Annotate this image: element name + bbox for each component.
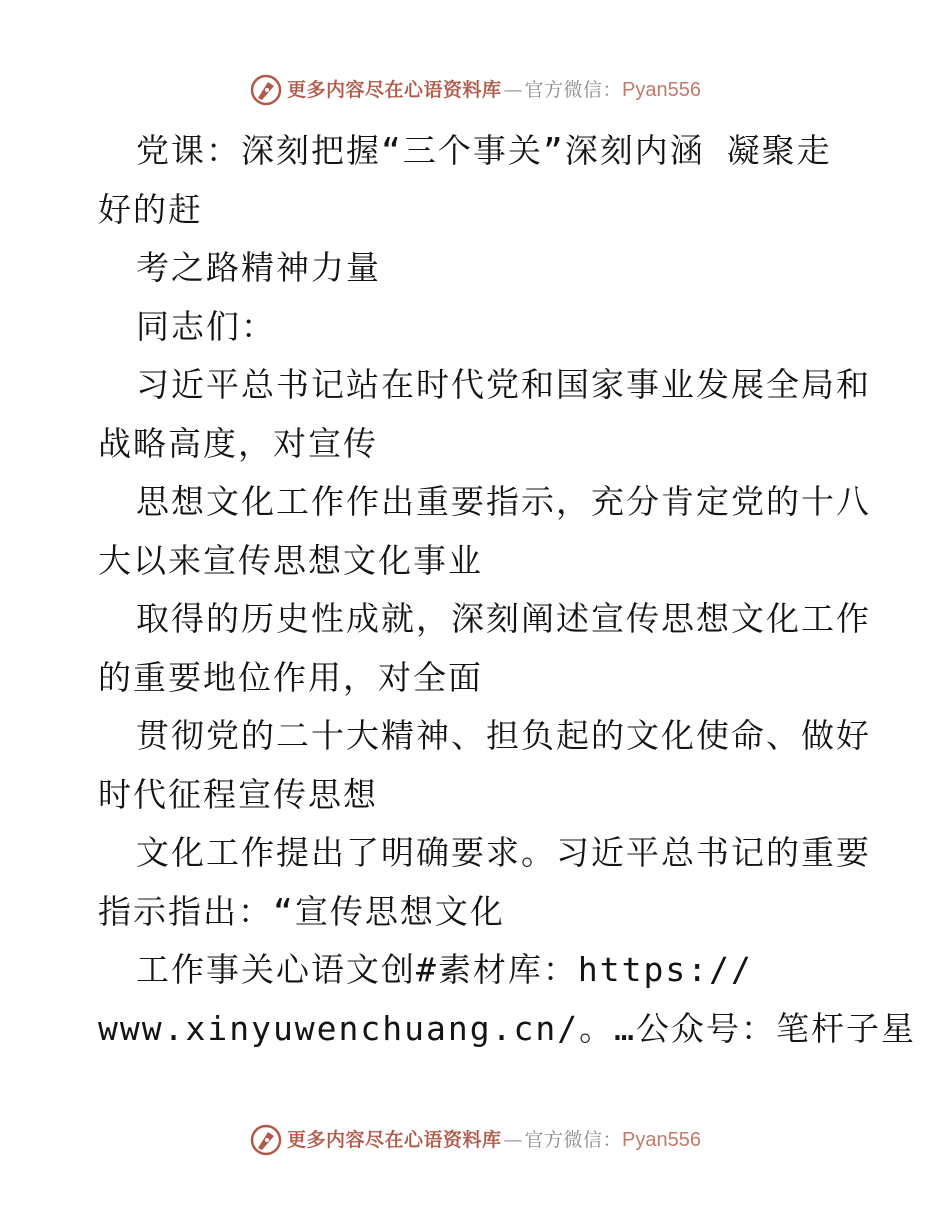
- watermark-slogan: 更多内容尽在心语资料库: [287, 79, 502, 101]
- text-line: 思想文化工作作出重要指示，充分肯定党的十八: [136, 482, 871, 521]
- text-line: 战略高度，对宣传: [98, 423, 378, 463]
- watermark-dash: —: [503, 79, 523, 101]
- text-line: 同志们：: [136, 306, 276, 346]
- text-line: 工作事关心语文创#素材库：https://: [136, 950, 753, 989]
- text-line: 指示指出：“宣传思想文化: [98, 891, 505, 931]
- watermark-contact-label: 官方微信：: [524, 79, 623, 101]
- document-body: [98, 122, 916, 1058]
- text-line: 文化工作提出了明确要求。习近平总书记的重要: [136, 833, 871, 872]
- footer-watermark: [0, 1122, 950, 1158]
- watermark-contact-label: 官方微信：: [524, 1129, 623, 1151]
- watermark-slogan: 更多内容尽在心语资料库: [287, 1129, 502, 1151]
- text-line: 习近平总书记站在时代党和国家事业发展全局和: [136, 365, 871, 404]
- text-line: 好的赶: [98, 189, 203, 229]
- text-line: 考之路精神力量: [136, 248, 381, 287]
- watermark-dash: —: [503, 1129, 523, 1151]
- text-line: www.xinyuwenchuang.cn/。…公众号：笔杆子星: [98, 1008, 916, 1048]
- watermark-wechat-id: Pyan556: [622, 1129, 701, 1151]
- text-line: 的重要地位作用，对全面: [98, 657, 483, 697]
- text-line: 大以来宣传思想文化事业: [98, 540, 483, 580]
- header-watermark: [0, 72, 950, 108]
- pen-nib-logo-icon: [249, 1123, 283, 1157]
- watermark-wechat-id: Pyan556: [622, 79, 701, 101]
- text-line: 党课：深刻把握“三个事关”深刻内涵 凝聚走: [136, 131, 832, 170]
- pen-nib-logo-icon: [249, 73, 283, 107]
- text-line: 时代征程宣传思想: [98, 774, 378, 814]
- text-line: 取得的历史性成就，深刻阐述宣传思想文化工作: [136, 599, 871, 638]
- text-line: 贯彻党的二十大精神、担负起的文化使命、做好: [136, 716, 871, 755]
